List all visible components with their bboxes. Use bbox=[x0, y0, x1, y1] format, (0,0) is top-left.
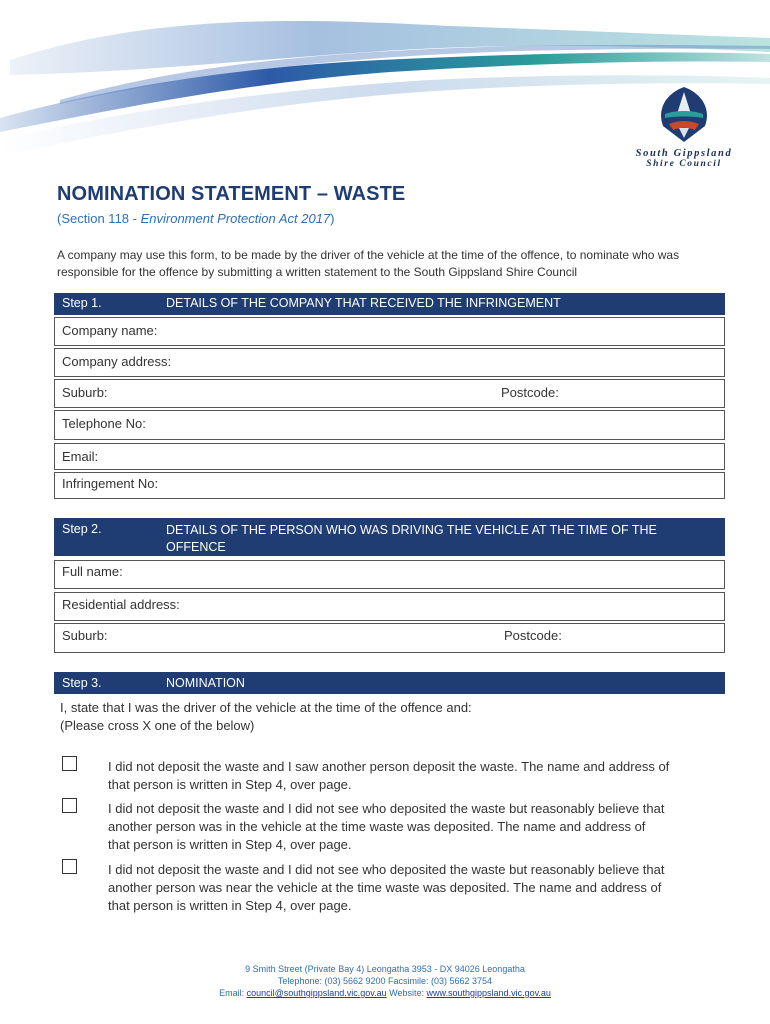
option-2-checkbox[interactable] bbox=[62, 798, 77, 813]
infringement-number-label: Infringement No: bbox=[62, 476, 159, 491]
company-email-label: Email: bbox=[62, 449, 99, 464]
driver-residential-address-field[interactable] bbox=[54, 592, 725, 621]
driver-residential-address-label: Residential address: bbox=[62, 597, 180, 612]
council-logo-icon bbox=[653, 84, 715, 146]
step2-title bbox=[166, 522, 657, 556]
nomination-option-1 bbox=[62, 756, 722, 796]
nomination-instruction: (Please cross X one of the below) bbox=[60, 718, 255, 733]
company-email-field[interactable] bbox=[54, 443, 725, 470]
step2-title-line1: DETAILS OF THE PERSON WHO WAS DRIVING THE VEHICLE AT THE TIME OF THE bbox=[166, 523, 657, 537]
company-address-label: Company address: bbox=[62, 354, 172, 369]
step1-header bbox=[54, 293, 725, 315]
subtitle-open: (Section 118 - bbox=[57, 211, 141, 226]
page-subtitle bbox=[57, 211, 335, 226]
company-postcode-label: Postcode: bbox=[501, 385, 559, 400]
option-1-line2: that person is written in Step 4, over page. bbox=[108, 777, 352, 792]
page-title: NOMINATION STATEMENT – WASTE bbox=[57, 183, 406, 205]
driver-full-name-label: Full name: bbox=[62, 564, 123, 579]
step3-number: Step 3. bbox=[62, 676, 102, 690]
footer-email-label: Email: bbox=[219, 988, 247, 998]
driver-postcode-label: Postcode: bbox=[504, 628, 562, 643]
footer-email-link[interactable]: council@southgippsland.vic.gov.au bbox=[246, 988, 387, 998]
step3-title: NOMINATION bbox=[166, 676, 245, 690]
step3-header bbox=[54, 672, 725, 694]
option-1-checkbox[interactable] bbox=[62, 756, 77, 771]
nomination-option-3 bbox=[62, 859, 722, 917]
footer-contact bbox=[0, 987, 770, 999]
option-3-checkbox[interactable] bbox=[62, 859, 77, 874]
nomination-statement-line1: I, state that I was the driver of the vehicle at the time of the offence and: bbox=[60, 700, 472, 715]
footer-website-link[interactable]: www.southgippsland.vic.gov.au bbox=[426, 988, 551, 998]
intro-paragraph: A company may use this form, to be made by the driver of the vehicle at the time of the offence, to nominate who was responsible for the offence by submitting a written statement to the South Gippsland Shire Council bbox=[57, 248, 680, 279]
footer-address: 9 Smith Street (Private Bay 4) Leongatha 3953 - DX 94026 Leongatha bbox=[245, 964, 525, 974]
step1-number: Step 1. bbox=[62, 296, 102, 310]
company-telephone-label: Telephone No: bbox=[62, 416, 146, 431]
infringement-number-field[interactable] bbox=[54, 472, 725, 499]
option-3-line1: I did not deposit the waste and I did not see who deposited the waste but reasonably believe that bbox=[108, 862, 665, 877]
subtitle-close: ) bbox=[330, 211, 335, 226]
step2-header bbox=[54, 518, 725, 556]
option-3-text bbox=[108, 861, 722, 915]
driver-suburb-field[interactable] bbox=[54, 623, 725, 653]
company-telephone-field[interactable] bbox=[54, 410, 725, 440]
subtitle-act: Environment Protection Act 2017 bbox=[140, 211, 331, 226]
company-suburb-field[interactable] bbox=[54, 379, 725, 408]
company-suburb-label: Suburb: bbox=[62, 385, 108, 400]
step2-title-line2: OFFENCE bbox=[166, 540, 226, 554]
option-2-line1: I did not deposit the waste and I did not see who deposited the waste but reasonably believe that bbox=[108, 801, 665, 816]
option-2-text bbox=[108, 800, 722, 854]
page-footer bbox=[0, 963, 770, 999]
company-name-label: Company name: bbox=[62, 323, 158, 338]
company-address-field[interactable] bbox=[54, 348, 725, 377]
option-2-line2: another person was in the vehicle at the time waste was deposited. The name and address of bbox=[108, 819, 646, 834]
option-2-line3: that person is written in Step 4, over page. bbox=[108, 837, 352, 852]
logo-text-line2: Shire Council bbox=[646, 159, 722, 169]
option-1-text bbox=[108, 758, 722, 794]
footer-phone: Telephone: (03) 5662 9200 Facsimile: (03) 5662 3754 bbox=[277, 976, 493, 986]
nomination-statement bbox=[60, 699, 472, 735]
option-3-line3: that person is written in Step 4, over page. bbox=[108, 898, 352, 913]
step2-number: Step 2. bbox=[62, 522, 102, 536]
option-1-line1: I did not deposit the waste and I saw another person deposit the waste. The name and address of bbox=[108, 759, 670, 774]
driver-full-name-field[interactable] bbox=[54, 560, 725, 589]
council-logo bbox=[628, 84, 740, 179]
nomination-option-2 bbox=[62, 798, 722, 856]
footer-website-label: Website: bbox=[386, 988, 427, 998]
logo-text-line1: South Gippsland bbox=[635, 148, 733, 159]
driver-suburb-label: Suburb: bbox=[62, 628, 108, 643]
company-name-field[interactable] bbox=[54, 317, 725, 346]
step1-title: DETAILS OF THE COMPANY THAT RECEIVED THE INFRINGEMENT bbox=[166, 296, 561, 310]
option-3-line2: another person was near the vehicle at the time waste was deposited. The name and address of bbox=[108, 880, 662, 895]
